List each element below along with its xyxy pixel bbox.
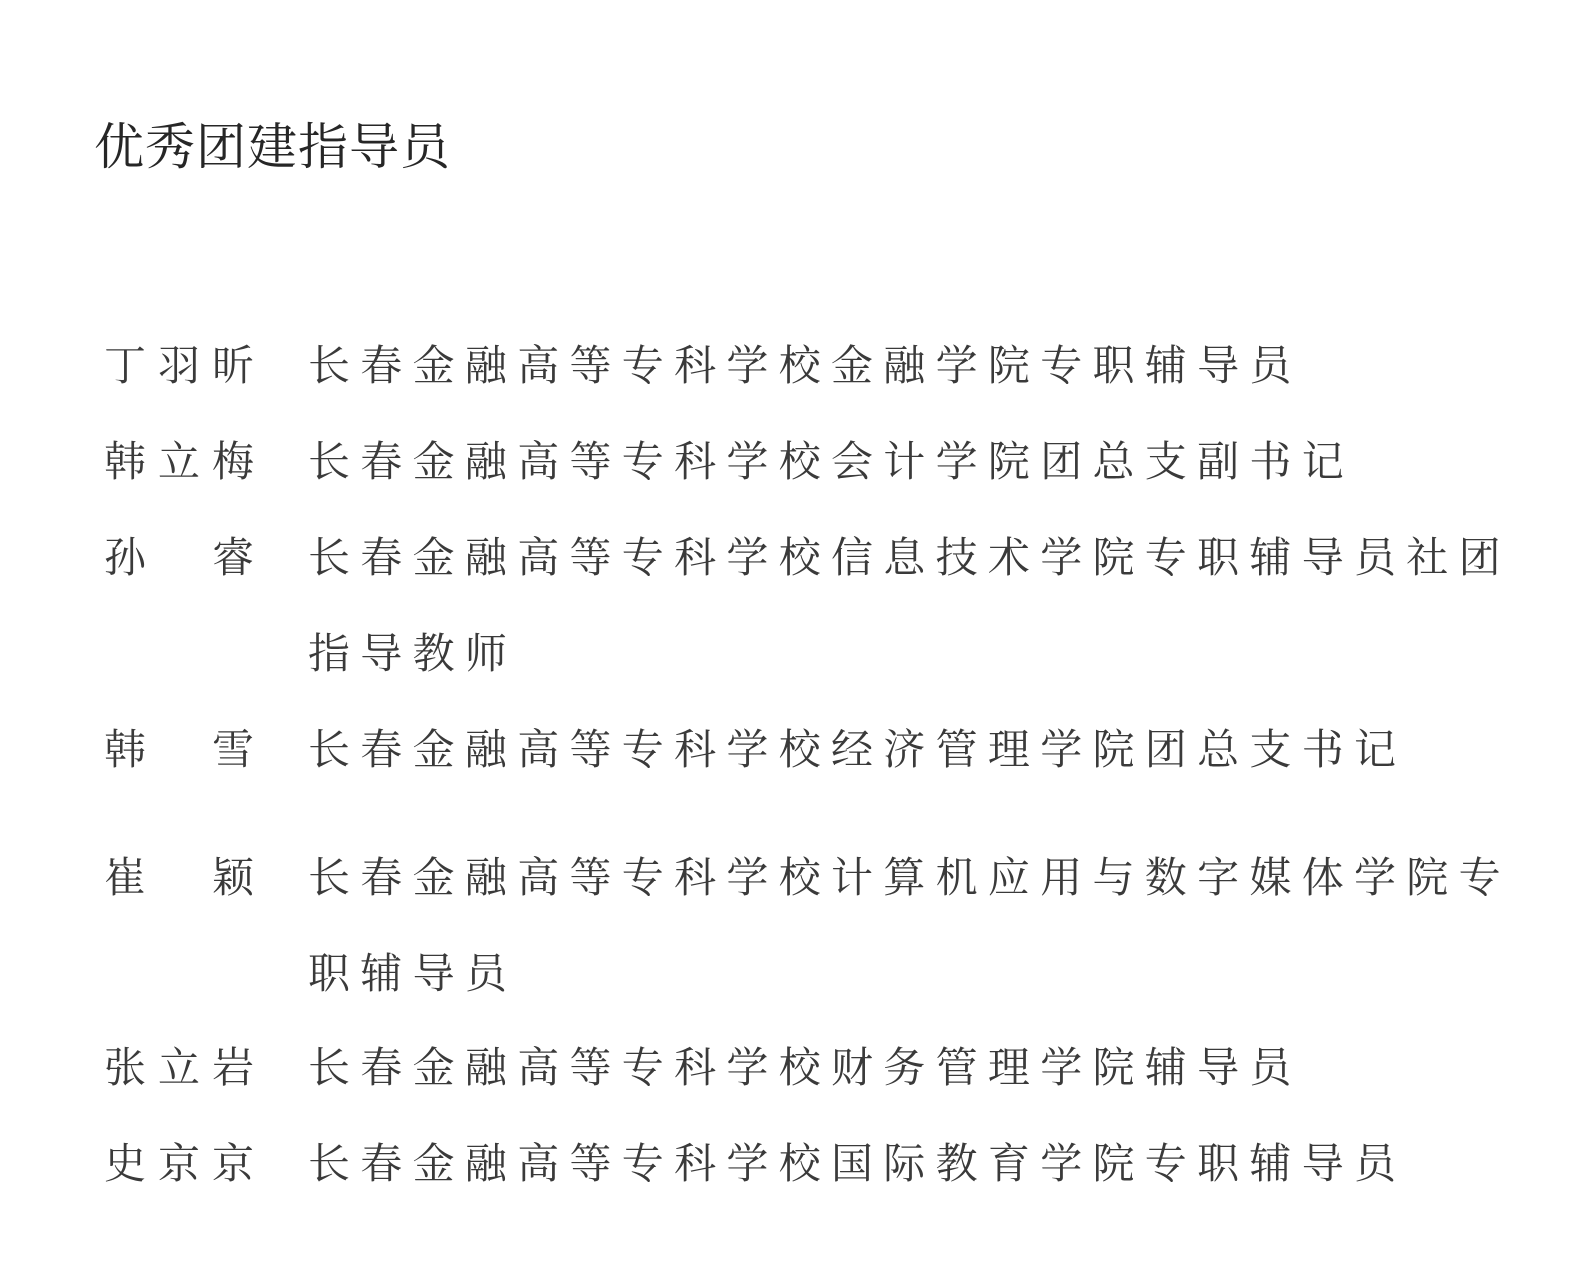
name-char: 羽	[157, 341, 200, 390]
person-name	[104, 414, 254, 510]
person-name	[104, 510, 254, 606]
name-char: 京	[157, 1139, 200, 1188]
name-char: 昕	[211, 341, 254, 390]
name-char: 孙	[104, 533, 147, 582]
person-name	[104, 1116, 254, 1212]
name-char: 韩	[104, 725, 147, 774]
person-name	[104, 318, 254, 414]
person-position: 长春金融高等专科学校国际教育学院专职辅导员	[308, 1139, 1407, 1188]
name-char: 睿	[211, 533, 254, 582]
person-position: 长春金融高等专科学校计算机应用与数字媒体学院专职辅导员	[308, 853, 1511, 998]
page-title: 优秀团建指导员	[94, 118, 451, 176]
name-char: 岩	[211, 1043, 254, 1092]
person-name	[104, 1020, 254, 1116]
name-char: 立	[157, 1043, 200, 1092]
person-position: 长春金融高等专科学校财务管理学院辅导员	[308, 1043, 1302, 1092]
person-position: 长春金融高等专科学校会计学院团总支副书记	[308, 437, 1355, 486]
name-char: 京	[211, 1139, 254, 1188]
name-char: 崔	[104, 853, 147, 902]
name-char: 丁	[104, 341, 147, 390]
person-position: 长春金融高等专科学校金融学院专职辅导员	[308, 341, 1302, 390]
name-char: 立	[157, 437, 200, 486]
name-char: 梅	[211, 437, 254, 486]
name-char: 张	[104, 1043, 147, 1092]
name-char: 史	[104, 1139, 147, 1188]
person-name	[104, 830, 254, 926]
person-position: 长春金融高等专科学校经济管理学院团总支书记	[308, 725, 1407, 774]
person-position: 长春金融高等专科学校信息技术学院专职辅导员社团指导教师	[308, 533, 1511, 678]
person-name	[104, 702, 254, 798]
name-char: 雪	[211, 725, 254, 774]
name-char: 韩	[104, 437, 147, 486]
name-char: 颖	[211, 853, 254, 902]
